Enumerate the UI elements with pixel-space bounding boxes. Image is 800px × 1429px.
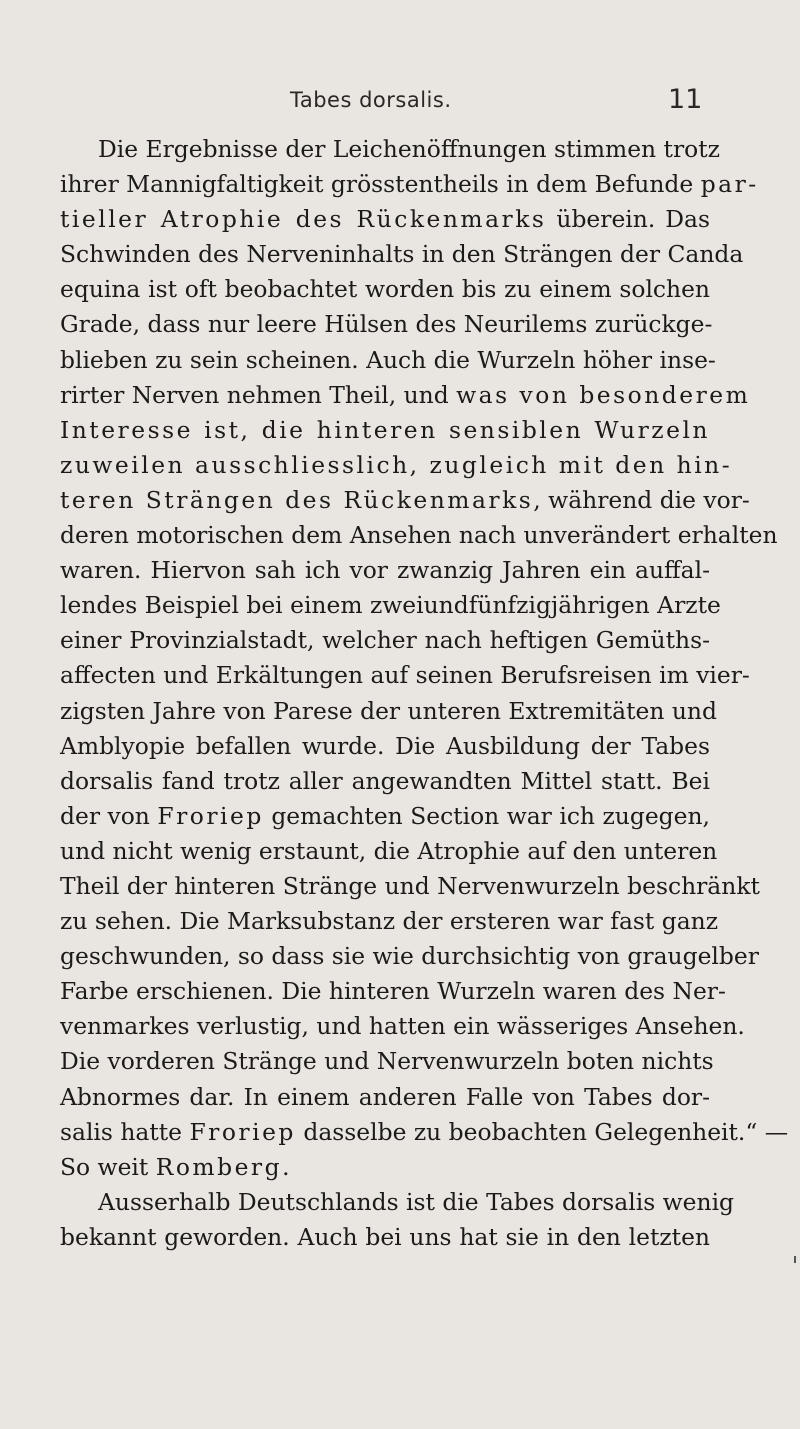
text-line — [60, 237, 744, 272]
text-line — [60, 272, 710, 307]
text-run: salis hatte — [60, 1117, 190, 1146]
body-text — [60, 132, 789, 1255]
text-run: dorsalis fand trotz aller angewandten Mittel statt. Bei — [60, 766, 710, 795]
text-line — [60, 1150, 710, 1185]
text-line — [60, 904, 719, 939]
text-run: Ausserhalb Deutschlands ist die Tabes dorsalis wenig — [98, 1187, 735, 1216]
spaced-text: Froriep — [157, 801, 264, 830]
text-line — [60, 974, 726, 1009]
text-run: lendes Beispiel bei einem zweiundfünfzigjährigen Arzte — [60, 591, 721, 620]
running-title: Tabes dorsalis. — [290, 88, 452, 112]
text-run: überein. Das — [546, 205, 710, 234]
text-line — [60, 307, 713, 342]
text-line — [60, 1220, 710, 1255]
spaced-text: zuweilen ausschliesslich, zugleich mit den hin- — [60, 450, 733, 479]
spaced-text: Interesse ist, die hinteren sensiblen Wurzeln — [60, 415, 710, 444]
text-run: ihrer Mannigfaltigkeit grösstentheils in dem Befunde — [60, 170, 701, 199]
text-run: einer Provinzialstadt, welcher nach heftigen Gemüths- — [60, 626, 710, 655]
margin-mark — [794, 1256, 796, 1263]
text-line — [60, 448, 733, 483]
text-line — [60, 623, 710, 658]
text-run: . — [282, 1152, 290, 1181]
text-line — [60, 1080, 710, 1115]
text-line — [60, 518, 778, 553]
spaced-text: Froriep — [189, 1117, 296, 1146]
text-run: Abnormes dar. In einem anderen Falle von Tabes dor- — [60, 1082, 710, 1111]
spaced-text: Romberg — [155, 1152, 283, 1181]
text-line — [60, 658, 750, 693]
text-run: , während die vor- — [533, 485, 750, 514]
text-line — [60, 764, 710, 799]
text-run: Theil der hinteren Stränge und Nervenwurzeln beschränkt — [60, 871, 760, 900]
text-line — [60, 1115, 789, 1150]
running-head — [0, 84, 800, 120]
text-line — [60, 202, 710, 237]
text-line — [60, 483, 750, 518]
text-run: Farbe erschienen. Die hinteren Wurzeln waren des Ner- — [60, 977, 726, 1006]
text-run: und nicht wenig erstaunt, die Atrophie auf den unteren — [60, 836, 718, 865]
text-run: blieben zu sein scheinen. Auch die Wurzeln höher inse- — [60, 345, 716, 374]
text-run: der von — [60, 801, 158, 830]
text-run: zigsten Jahre von Parese der unteren Extremitäten und — [60, 696, 717, 725]
spaced-text: tieller Atrophie des Rückenmarks — [60, 205, 547, 234]
text-line — [60, 378, 751, 413]
text-run: Grade, dass nur leere Hülsen des Neurilems zurückge- — [60, 310, 713, 339]
text-run: zu sehen. Die Marksubstanz der ersteren war fast ganz — [60, 907, 719, 936]
spaced-text: teren Strängen des Rückenmarks — [60, 485, 534, 514]
text-line — [60, 588, 721, 623]
text-run: Schwinden des Nerveninhalts in den Strängen der Canda — [60, 240, 744, 269]
text-run: rirter Nerven nehmen Theil, und — [60, 380, 457, 409]
text-line — [60, 343, 716, 378]
text-line — [60, 167, 759, 202]
text-line — [60, 939, 759, 974]
text-line — [60, 729, 710, 764]
page-number: 11 — [668, 84, 703, 115]
text-run: bekannt geworden. Auch bei uns hat sie in den letzten — [60, 1222, 710, 1251]
text-run: dasselbe zu beobachten Gelegenheit.“ — — [295, 1117, 789, 1146]
text-run: waren. Hiervon sah ich vor zwanzig Jahren ein auffal- — [60, 556, 710, 585]
text-line — [60, 1185, 735, 1220]
text-run: Die Ergebnisse der Leichenöffnungen stimmen trotz — [98, 135, 720, 163]
text-run: Die vorderen Stränge und Nervenwurzeln boten nichts — [60, 1047, 714, 1076]
text-run: deren motorischen dem Ansehen nach unverändert erhalten — [60, 521, 778, 550]
text-line — [60, 1044, 714, 1079]
text-line — [60, 132, 720, 167]
text-line — [60, 834, 718, 869]
text-run: gemachten Section war ich zugegen, — [263, 801, 710, 830]
text-line — [60, 1009, 745, 1044]
text-line — [60, 413, 710, 448]
text-line — [60, 694, 717, 729]
spaced-text: par- — [700, 170, 759, 199]
text-run: Amblyopie befallen wurde. Die Ausbildung der Tabes — [60, 731, 710, 760]
text-line — [60, 553, 710, 588]
text-run: So weit — [60, 1152, 156, 1181]
spaced-text: was von besonderem — [456, 380, 751, 409]
text-run: venmarkes verlustig, und hatten ein wässeriges Ansehen. — [60, 1012, 745, 1041]
text-run: affecten und Erkältungen auf seinen Berufsreisen im vier- — [60, 661, 750, 690]
text-line — [60, 869, 760, 904]
text-run: geschwunden, so dass sie wie durchsichtig von graugelber — [60, 942, 759, 971]
text-line — [60, 799, 710, 834]
text-run: equina ist oft beobachtet worden bis zu einem solchen — [60, 275, 710, 304]
